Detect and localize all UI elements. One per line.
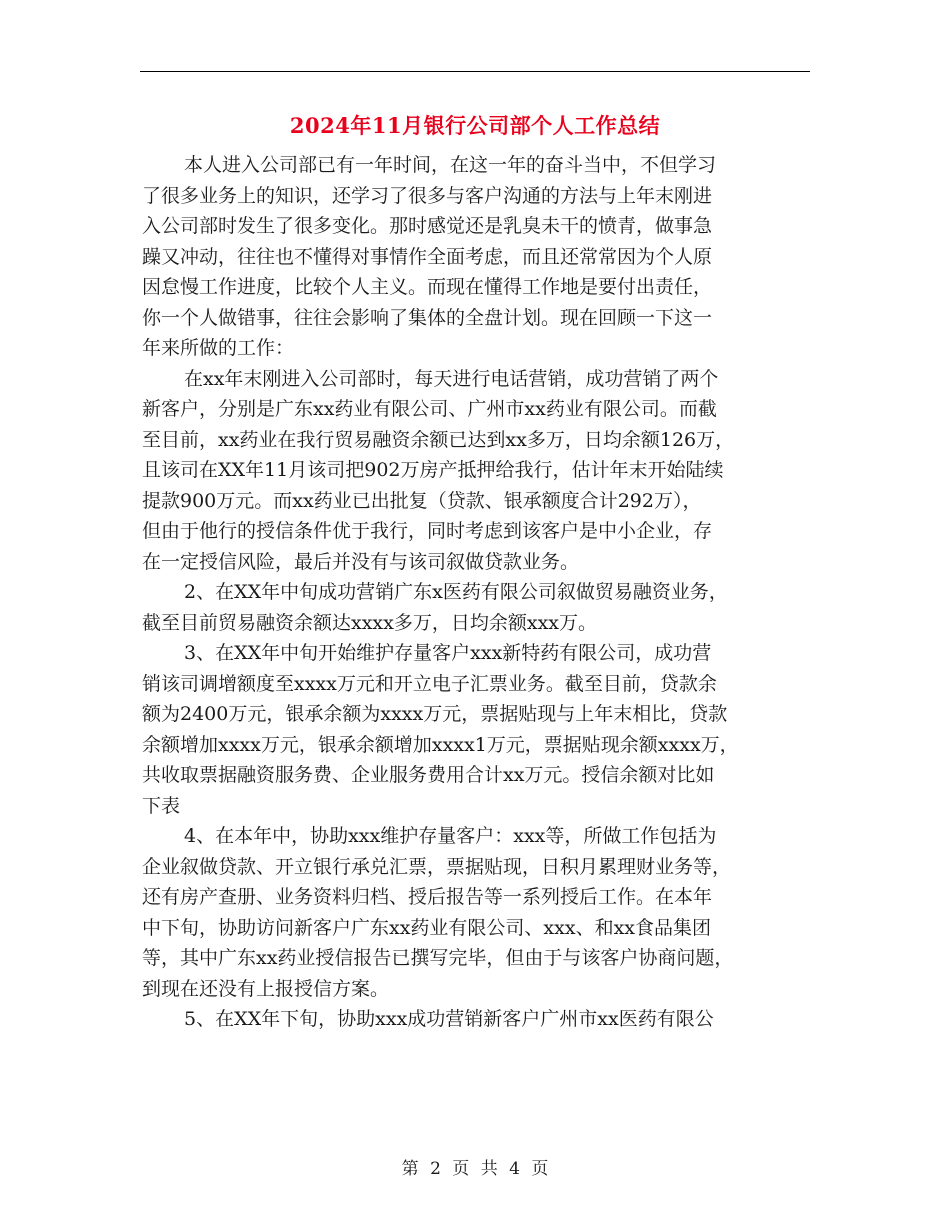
- body-line: 5、在XX年下旬，协助xxx成功营销新客户广州市xx医药有限公: [184, 1008, 714, 1030]
- body-line: 但由于他行的授信条件优于我行，同时考虑到该客户是中小企业，存: [142, 520, 713, 542]
- body-line: 你一个人做错事，往往会影响了集体的全盘计划。现在回顾一下这一: [142, 306, 713, 329]
- body-line: 本人进入公司部已有一年时间，在这一年的奋斗当中，不但学习: [184, 154, 717, 176]
- body-line: 在一定授信风险，最后并没有与该司叙做贷款业务。: [142, 550, 580, 573]
- body-line: 4、在本年中，协助xxx维护存量客户：xxx等，所做工作包括为: [184, 825, 717, 847]
- body-line: 年来所做的工作：: [142, 337, 295, 359]
- body-line: 额为2400万元，银承余额为xxxx万元，票据贴现与上年末相比，贷款: [142, 703, 728, 725]
- body-line: 下表: [142, 794, 181, 817]
- body-line: 截至目前贸易融资余额达xxxx多万，日均余额xxx万。: [142, 611, 598, 634]
- body-line: 2、在XX年中旬成功营销广东x医药有限公司叙做贸易融资业务，: [184, 581, 728, 603]
- body-line: 销该司调增额度至xxxx万元和开立电子汇票业务。截至目前，贷款余: [142, 672, 717, 695]
- header-rule: [140, 71, 810, 72]
- body-line: 至目前，xx药业在我行贸易融资余额已达到xx多万，日均余额126万，: [142, 428, 735, 451]
- body-line: 3、在XX年中旬开始维护存量客户xxx新特药有限公司，成功营: [184, 642, 712, 664]
- body-line: 等，其中广东xx药业授信报告已撰写完毕，但由于与该客户协商问题，: [142, 947, 734, 969]
- body-line: 入公司部时发生了很多变化。那时感觉还是乳臭未干的愤青，做事急: [142, 215, 713, 237]
- body-line: 中下旬，协助访问新客户广东xx药业有限公司、xxx、和xx食品集团: [142, 916, 712, 939]
- body-line: 因怠慢工作进度，比较个人主义。而现在懂得工作地是要付出责任，: [142, 276, 713, 298]
- body-line: 余额增加xxxx万元，银承余额增加xxxx1万元，票据贴现余额xxxx万，: [142, 733, 739, 756]
- document-body: [142, 150, 822, 1035]
- body-line: 新客户，分别是广东xx药业有限公司、广州市xx药业有限公司。而截: [142, 398, 717, 420]
- body-line: 到现在还没有上报授信方案。: [142, 977, 390, 1000]
- body-line: 躁又冲动，往往也不懂得对事情作全面考虑，而且还常常因为个人原: [142, 245, 713, 268]
- body-line: 在xx年末刚进入公司部时，每天进行电话营销，成功营销了两个: [184, 367, 719, 390]
- body-line: 共收取票据融资服务费、企业服务费用合计xx万元。授信余额对比如: [142, 764, 715, 786]
- body-line: 企业叙做贷款、开立银行承兑汇票，票据贴现，日积月累理财业务等，: [142, 855, 732, 878]
- body-line: 还有房产查册、业务资料归档、授后报告等一系列授后工作。在本年: [142, 886, 713, 908]
- body-line: 提款900万元。而xx药业已出批复（贷款、银承额度合计292万），: [142, 489, 702, 512]
- document-title: 2024年11月银行公司部个人工作总结: [289, 113, 661, 138]
- body-line: 且该司在XX年11月该司把902万房产抵押给我行，估计年末开始陆续: [142, 459, 724, 481]
- page-number: 第 2 页 共 4 页: [401, 1159, 549, 1179]
- body-line: 了很多业务上的知识，还学习了很多与客户沟通的方法与上年末刚进: [142, 184, 713, 207]
